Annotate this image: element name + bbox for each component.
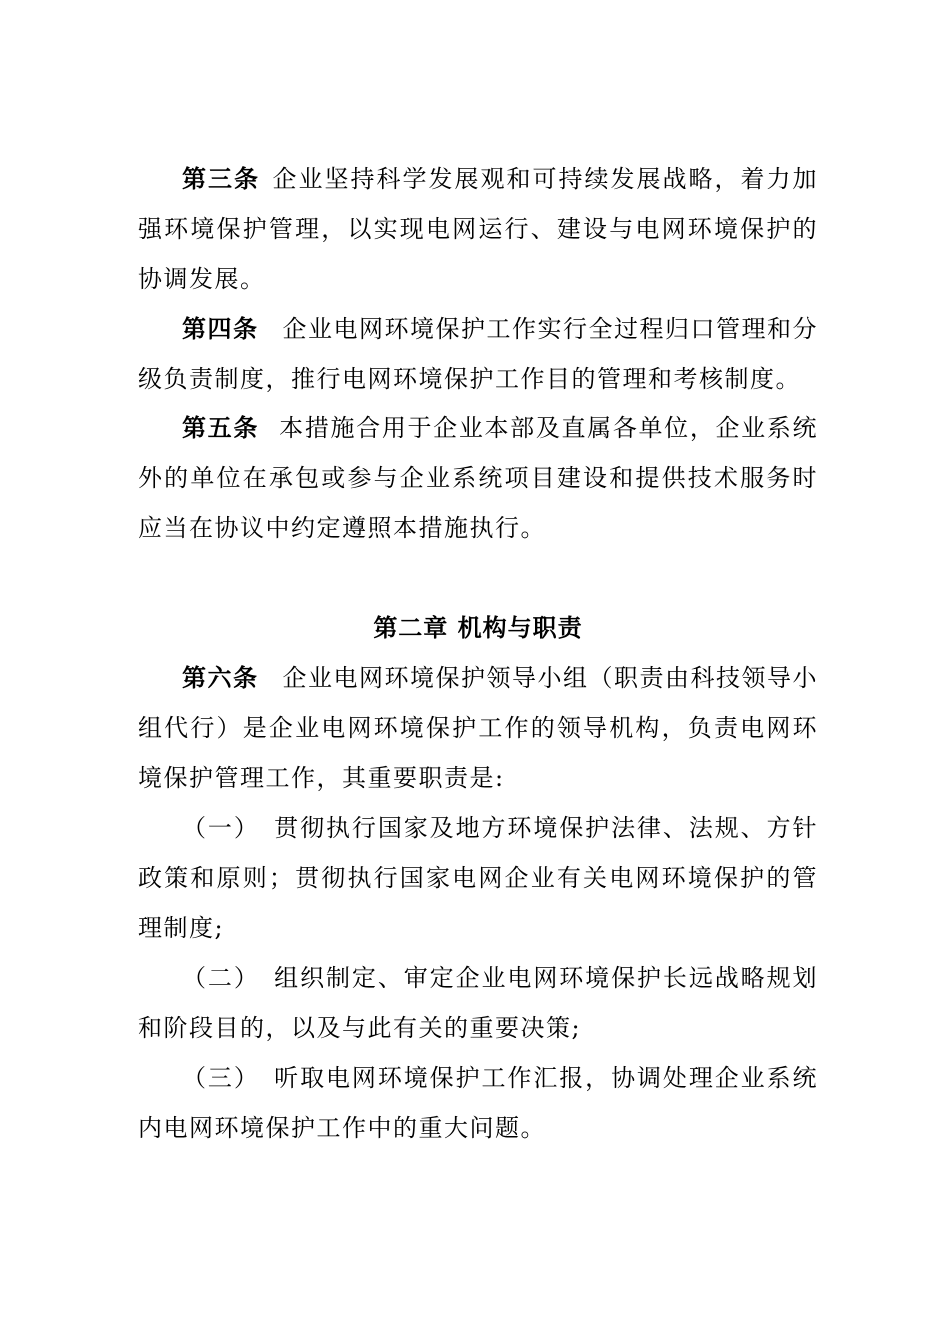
- article-4: [138, 304, 818, 404]
- article-6: [138, 653, 818, 803]
- list-item-marker: （三）: [182, 1064, 260, 1092]
- article-5: [138, 403, 818, 553]
- list-item: [138, 1053, 818, 1153]
- chapter-title: 第二章 机构与职责: [373, 613, 583, 642]
- article-3-heading: 第三条: [182, 164, 260, 193]
- article-6-heading: 第六条: [182, 663, 259, 692]
- article-5-heading: 第五条: [182, 413, 259, 442]
- list-item-marker: （一）: [182, 814, 260, 842]
- article-3: [138, 154, 818, 304]
- article-4-heading: 第四条: [182, 314, 259, 343]
- article-3-text: 企业坚持科学发展观和可持续发展战略，着力加强环境保护管理，以实现电网运行、建设与电网环境保护的协调发展。: [138, 165, 818, 293]
- article-4-text: 企业电网环境保护工作实行全过程归口管理和分级负责制度，推行电网环境保护工作目的管理和考核制度。: [138, 315, 818, 393]
- list-item-text: 贯彻执行国家及地方环境保护法律、法规、方针政策和原则；贯彻执行国家电网企业有关电网环境保护的管理制度;: [138, 814, 818, 942]
- list-item: [138, 953, 818, 1053]
- list-item-marker: （二）: [182, 964, 260, 992]
- list-item: [138, 803, 818, 953]
- article-6-text: 企业电网环境保护领导小组（职责由科技领导小组代行）是企业电网环境保护工作的领导机构，负责电网环境保护管理工作，其重要职责是:: [138, 664, 818, 792]
- article-5-text: 本措施合用于企业本部及直属各单位，企业系统外的单位在承包或参与企业系统项目建设和提供技术服务时应当在协议中约定遵照本措施执行。: [138, 414, 818, 542]
- list-item-text: 听取电网环境保护工作汇报，协调处理企业系统内电网环境保护工作中的重大问题。: [138, 1064, 818, 1142]
- list-item-text: 组织制定、审定企业电网环境保护长远战略规划和阶段目的，以及与此有关的重要决策;: [138, 964, 818, 1042]
